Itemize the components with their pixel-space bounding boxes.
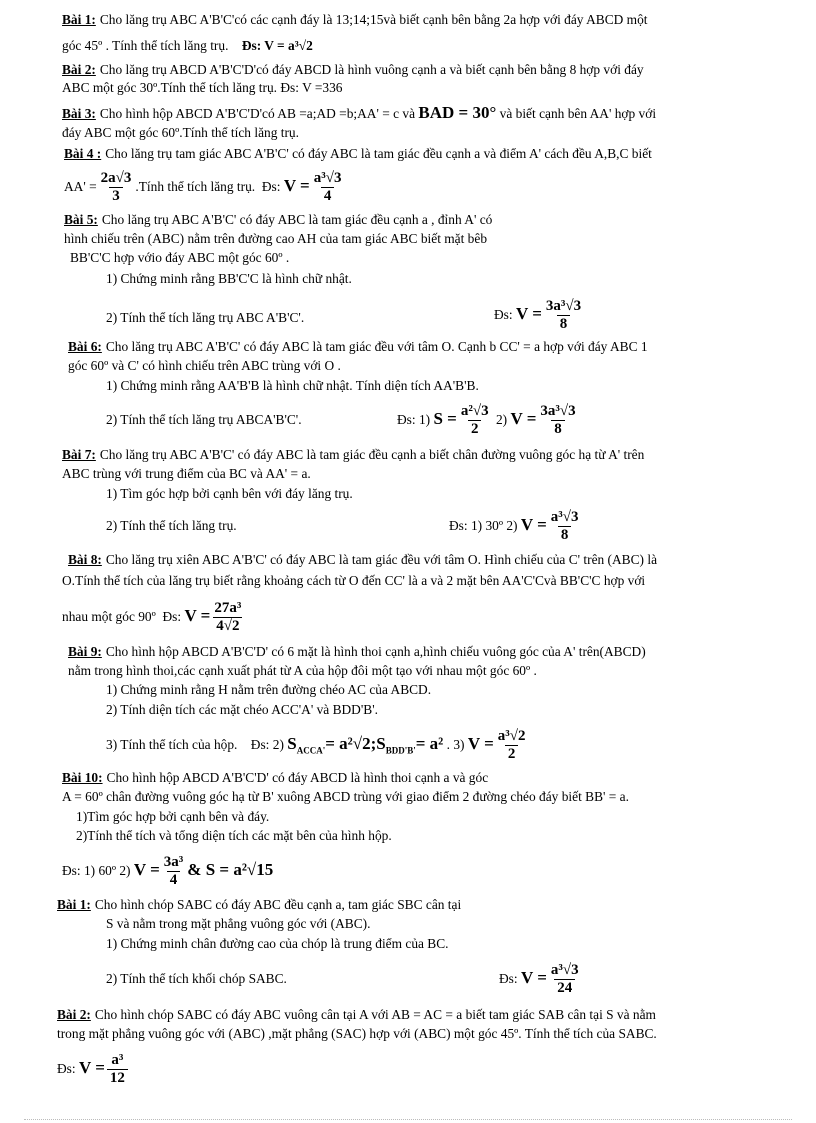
fraction-denominator: 4 <box>167 871 181 889</box>
exercise-label: Bài 9: <box>68 644 102 659</box>
area-symbol: S <box>287 734 297 753</box>
exercise-4-line-2 <box>64 166 345 207</box>
item-text: 2) Tính thể tích lăng trụ. <box>106 518 237 533</box>
exercise-label: Bài 3: <box>62 106 96 121</box>
answer-fraction <box>312 170 344 205</box>
answer-fraction <box>162 854 186 889</box>
answer-label: 2) <box>495 412 508 427</box>
pyramid-exercise-1-item-2 <box>106 961 287 997</box>
angle-value: BAD = 30° <box>418 103 497 122</box>
exercise-3-line-1 <box>62 105 656 122</box>
item-text: 2)Tính thể tích và tổng diện tích các mặt bên của hình hộp. <box>76 828 392 843</box>
item-text: 1)Tìm góc hợp bởi cạnh bên và đáy. <box>76 809 270 824</box>
answer-symbol: V = <box>510 409 537 428</box>
fraction-denominator: 8 <box>558 526 572 544</box>
fraction-numerator: a³ <box>111 1052 124 1069</box>
exercise-label: Bài 7: <box>62 447 96 462</box>
exercise-text: Cho hình chóp SABC có đáy ABC đều cạnh a, tam giác SBC cân tại <box>94 897 462 912</box>
fraction-numerator: a³√3 <box>550 509 579 526</box>
exercise-label: Bài 8: <box>68 552 102 567</box>
pyramid-exercise-1-answer <box>499 957 583 1000</box>
exercise-text: S và nằm trong mặt phẳng vuông góc với (ABC). <box>106 916 371 931</box>
item-text: 1) Chứng minh rằng H nằm trên đường chéo AC của ABCD. <box>106 682 432 697</box>
exercise-label: Bài 4 : <box>64 146 102 161</box>
exercise-label: Bài 6: <box>68 339 102 354</box>
exercise-2-line-2 <box>62 80 343 96</box>
exercise-2-line-1 <box>62 62 644 78</box>
exercise-4-line-1 <box>64 146 652 162</box>
answer-label: Đs: <box>162 609 182 624</box>
answer-label: Đs: <box>57 1061 76 1076</box>
exercise-text: Cho lăng trụ xiên ABC A'B'C' có đáy ABC là tam giác đều với tâm O. Hình chiếu của C' trên (ABC) là <box>105 552 658 567</box>
answer-fraction <box>544 298 583 333</box>
exercise-1-line-2 <box>62 38 313 54</box>
fraction-numerator: 3a³ <box>163 854 184 871</box>
answer-fraction <box>459 403 491 438</box>
exercise-text: Cho lăng trụ ABC A'B'C' có đáy ABC là tam giác đều cạnh a biết chân đường vuông góc hạ từ A' trên <box>99 447 645 462</box>
fraction-numerator: 27a³ <box>214 600 242 617</box>
area-symbol: S <box>376 734 386 753</box>
fraction-numerator: a³√2 <box>497 728 526 745</box>
answer-label: Đs: <box>494 307 513 322</box>
exercise-text: A = 60º chân đường vuông góc hạ từ B' xuông ABCD trùng với giao điểm 2 đường chéo đáy biết BB' = a. <box>62 789 629 804</box>
exercise-text: Cho hình hộp ABCD A'B'C'D' có đáy ABCD là hình thoi cạnh a và góc <box>106 770 489 785</box>
fraction-denominator: 4 <box>321 187 335 205</box>
fraction-numerator: 3a³√3 <box>545 298 582 315</box>
exercise-7-line-2 <box>62 466 311 482</box>
exercise-6-item-1 <box>106 378 479 394</box>
fraction-denominator: 2 <box>505 745 519 763</box>
exercise-10-line-2 <box>62 789 629 805</box>
item-text: 2) Tính thể tích lăng trụ ABC A'B'C'. <box>106 310 305 325</box>
exercise-text: nhau một góc 90º <box>62 609 156 624</box>
item-text: 2) Tính thể tích khối chóp SABC. <box>106 971 287 986</box>
answer-area: & S = a²√15 <box>187 860 274 879</box>
exercise-6-answer <box>397 398 580 441</box>
exercise-8-line-3 <box>62 594 245 639</box>
answer-label: Đs: 1) 60º 2) <box>62 863 131 878</box>
answer-label: Đs: 2) <box>250 737 284 752</box>
answer-symbol: V = <box>520 515 547 534</box>
pyramid-exercise-2-line-1 <box>57 1007 656 1023</box>
exercise-9-item-3 <box>106 722 530 767</box>
exercise-text: góc 45º . Tính thể tích lăng trụ. <box>62 38 229 53</box>
fraction-denominator: 4√2 <box>213 617 242 635</box>
fraction-denominator: 3 <box>109 187 123 205</box>
exercise-text: Cho hình hộp ABCD A'B'C'D' có 6 mặt là hình thoi cạnh a,hình chiếu vuông góc của A' trên(ABCD) <box>105 644 646 659</box>
exercise-text: hình chiếu trên (ABC) nằm trên đường cao AH của tam giác ABC biết mặt bêb <box>64 231 488 246</box>
exercise-8-line-1 <box>68 552 657 568</box>
item-text: 1) Tìm góc hợp bởi cạnh bên với đáy lăng trụ. <box>106 486 353 501</box>
area-subscript: BDD'B' <box>385 745 416 756</box>
fraction-numerator: 2a√3 <box>100 170 132 187</box>
answer-label: . 3) <box>446 737 465 752</box>
exercise-10-item-2 <box>76 828 392 844</box>
answer-symbol: V = <box>283 176 310 195</box>
exercise-7-line-1 <box>62 447 644 463</box>
exercise-label: Bài 5: <box>64 212 98 227</box>
exercise-text: Cho lăng trụ ABC A'B'C' có đáy ABC là tam giác đều cạnh a , đỉnh A' có <box>101 212 493 227</box>
answer-fraction <box>549 962 581 997</box>
area-acca <box>287 734 377 756</box>
exercise-9-item-1 <box>106 682 431 698</box>
exercise-10-item-1 <box>76 809 269 825</box>
pyramid-exercise-1-line-1 <box>57 897 461 913</box>
exercise-3-line-2 <box>62 125 299 141</box>
fraction-denominator: 2 <box>468 420 482 438</box>
exercise-6-line-1 <box>68 339 648 355</box>
fraction-denominator: 8 <box>551 420 565 438</box>
item-text: 1) Chứng minh chân đường cao của chóp là trung điểm của BC. <box>106 936 449 951</box>
exercise-7-answer <box>449 504 583 547</box>
exercise-text: Cho lăng trụ ABCD A'B'C'D'có đáy ABCD là hình vuông cạnh a và biết cạnh bên bằng 8 hợp với đáy <box>99 62 644 77</box>
answer-fraction <box>538 403 577 438</box>
answer-symbol: V = <box>467 734 494 753</box>
exercise-7-item-2 <box>106 508 237 544</box>
exercise-text: .Tính thể tích lăng trụ. <box>135 179 256 194</box>
answer-symbol: V = <box>133 860 160 879</box>
exercise-5-item-2 <box>106 300 304 336</box>
item-text: 1) Chứng minh rằng AA'B'B là hình chữ nhật. Tính diện tích AA'B'B. <box>106 378 479 393</box>
answer-symbol: S = <box>433 409 457 428</box>
exercise-text: ABC trùng với trung điểm của BC và AA' = a. <box>62 466 311 481</box>
exercise-5-line-1 <box>64 212 492 228</box>
fraction <box>99 170 134 205</box>
exercise-text: O.Tính thể tích của lăng trụ biết rằng khoảng cách từ O đến CC' là a và 2 mặt bên AA'C'Cvà BB'C'C hợp với <box>62 573 646 588</box>
exercise-text: nằm trong hình thoi,các cạnh xuất phát từ A của hộp đôi một tạo với nhau một góc 60º . <box>68 663 537 678</box>
exercise-6-line-2 <box>68 358 341 374</box>
fraction-numerator: 3a³√3 <box>540 403 576 420</box>
exercise-1-line-1 <box>62 12 648 28</box>
exercise-text: Cho lăng trụ ABC A'B'C' có đáy ABC là tam giác đều với tâm O. Cạnh b CC' = a hợp với đáy ABC 1 <box>105 339 648 354</box>
answer-label: Đs: 1) <box>397 412 431 427</box>
fraction-denominator: 8 <box>557 315 571 333</box>
page-bottom-divider <box>24 1119 792 1120</box>
exercise-5-line-2 <box>64 231 487 247</box>
answer-label: Đs: <box>261 179 281 194</box>
fraction-numerator: a³√3 <box>550 962 579 979</box>
exercise-7-item-1 <box>106 486 353 502</box>
pyramid-exercise-2-answer <box>57 1046 130 1091</box>
exercise-label: Bài 10: <box>62 770 103 785</box>
area-value: = a²√2; <box>325 734 377 753</box>
exercise-5-answer <box>494 294 585 335</box>
pyramid-exercise-2-line-2 <box>57 1026 657 1042</box>
exercise-5-item-1 <box>106 271 352 287</box>
exercise-9-line-1 <box>68 644 646 660</box>
exercise-text: Cho hình hộp ABCD A'B'C'D'có AB =a;AD =b;AA' = c và <box>99 106 416 121</box>
exercise-text: Cho lăng trụ tam giác ABC A'B'C' có đáy ABC là tam giác đều cạnh a và điểm A' cách đều A,B,C biết <box>105 146 652 161</box>
exercise-9-line-2 <box>68 663 537 679</box>
item-text: 2) Tính thể tích lăng trụ ABCA'B'C'. <box>106 412 302 427</box>
fraction-numerator: a³√3 <box>313 170 342 187</box>
exercise-text: và biết cạnh bên AA' hợp với <box>499 106 657 121</box>
answer-label: Đs: <box>499 971 518 986</box>
pyramid-exercise-1-item-1 <box>106 936 449 952</box>
exercise-label: Bài 1: <box>57 897 91 912</box>
area-value: = a² <box>415 734 444 753</box>
exercise-10-answer <box>62 850 273 891</box>
fraction-denominator: 12 <box>107 1069 128 1087</box>
exercise-text: AA' = <box>64 179 97 194</box>
exercise-text: BB'C'C hợp vớio đáy ABC một góc 60º . <box>70 250 290 265</box>
fraction-denominator: 24 <box>554 979 575 997</box>
exercise-label: Bài 1: <box>62 12 96 27</box>
answer: Đs: V = a³√2 <box>241 38 313 53</box>
item-text: 2) Tính diện tích các mặt chéo ACC'A' và BDD'B'. <box>106 702 378 717</box>
fraction-numerator: a²√3 <box>460 403 489 420</box>
item-text: 1) Chứng minh rằng BB'C'C là hình chữ nhật. <box>106 271 352 286</box>
area-bddb <box>376 734 444 756</box>
exercise-text: Cho hình chóp SABC có đáy ABC vuông cân tại A với AB = AC = a biết tam giác SAB cân tại S và nằm <box>94 1007 656 1022</box>
exercise-label: Bài 2: <box>62 62 96 77</box>
exercise-text: đáy ABC một góc 60º.Tính thể tích lăng trụ. <box>62 125 299 140</box>
exercise-text: ABC một góc 30º.Tính thể tích lăng trụ. Đs: V =336 <box>62 80 343 95</box>
answer-fraction <box>212 600 243 635</box>
answer-symbol: V = <box>78 1058 105 1077</box>
answer-label: Đs: 1) 30º 2) <box>449 518 518 533</box>
item-text: 3) Tính thể tích của hộp. <box>106 737 238 752</box>
answer-fraction <box>107 1052 128 1087</box>
exercise-label: Bài 2: <box>57 1007 91 1022</box>
exercise-6-item-2 <box>106 400 302 440</box>
answer-fraction <box>496 728 528 763</box>
exercise-text: góc 60º và C' có hình chiếu trên ABC trùng với O . <box>68 358 341 373</box>
answer-symbol: V = <box>184 606 211 625</box>
exercise-text: trong mặt phẳng vuông góc với (ABC) ,mặt phẳng (SAC) hợp với (ABC) một góc 45º. Tính thể tích của SABC. <box>57 1026 657 1041</box>
answer-symbol: V = <box>515 304 542 323</box>
pyramid-exercise-1-line-2 <box>106 916 370 932</box>
exercise-9-item-2 <box>106 702 378 718</box>
exercise-text: Cho lăng trụ ABC A'B'C'có các cạnh đáy là 13;14;15và biết cạnh bên bằng 2a hợp với đáy ABCD một <box>99 12 648 27</box>
area-subscript: ACCA' <box>296 745 326 756</box>
answer-symbol: V = <box>520 968 547 987</box>
exercise-5-line-3 <box>70 250 289 266</box>
exercise-8-line-2 <box>62 573 645 589</box>
exercise-10-line-1 <box>62 770 488 786</box>
answer-fraction <box>549 509 581 544</box>
